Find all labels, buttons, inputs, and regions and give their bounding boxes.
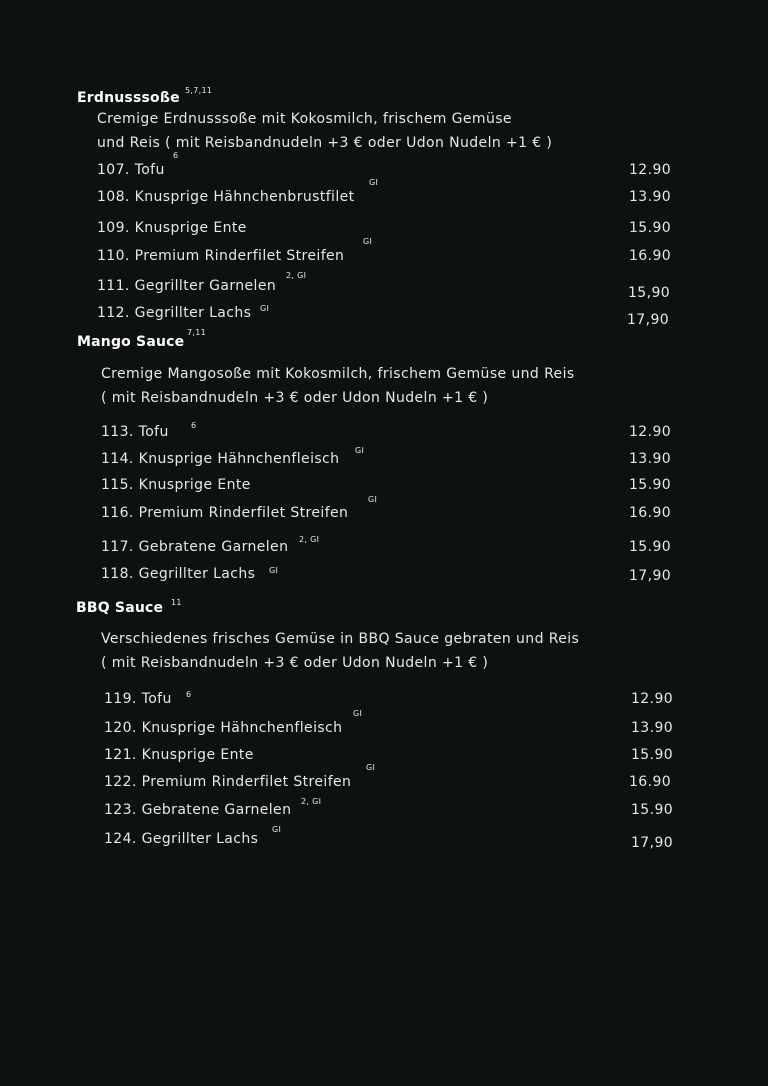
menu-item-price: 13.90 <box>629 189 672 205</box>
menu-item-price: 12.90 <box>631 691 674 707</box>
section-description: Cremige Erdnusssoße mit Kokosmilch, frischem Gemüse <box>97 111 512 127</box>
menu-item-name: 117. Gebratene Garnelen <box>101 539 289 555</box>
menu-item-name: 121. Knusprige Ente <box>104 747 254 763</box>
menu-item-price: 16.90 <box>629 505 672 521</box>
menu-item-price: 12.90 <box>629 162 672 178</box>
menu-item-price: 17,90 <box>629 568 672 584</box>
menu-item-name: 113. Tofu <box>101 424 169 440</box>
menu-item-allergens: 2, GI <box>299 535 320 544</box>
menu-item-price: 12.90 <box>629 424 672 440</box>
menu-item-price: 16.90 <box>629 248 672 264</box>
menu-item-allergens: 6 <box>173 151 179 160</box>
menu-item-name: 120. Knusprige Hähnchenfleisch <box>104 720 343 736</box>
menu-item-name: 124. Gegrillter Lachs <box>104 831 259 847</box>
menu-item-allergens: GI <box>363 237 373 246</box>
menu-item-allergens: GI <box>353 709 363 718</box>
menu-item-price: 16.90 <box>629 774 672 790</box>
menu-item-allergens: GI <box>366 763 376 772</box>
section-description: und Reis ( mit Reisbandnudeln +3 € oder Udon Nudeln +1 € ) <box>97 135 553 151</box>
section-description: Verschiedenes frisches Gemüse in BBQ Sauce gebraten und Reis <box>101 631 580 647</box>
menu-item-name: 114. Knusprige Hähnchenfleisch <box>101 451 340 467</box>
section-description: Cremige Mangosoße mit Kokosmilch, frischem Gemüse und Reis <box>101 366 575 382</box>
menu-item-price: 15.90 <box>629 220 672 236</box>
section-title-erdnusssosse: Erdnusssoße <box>77 90 180 106</box>
menu-item-price: 15,90 <box>628 285 671 301</box>
section-title-mango-sauce: Mango Sauce <box>77 334 185 350</box>
menu-item-name: 108. Knusprige Hähnchenbrustfilet <box>97 189 355 205</box>
menu-item-price: 13.90 <box>631 720 674 736</box>
section-title-allergens: 5,7,11 <box>185 86 213 95</box>
menu-item-name: 118. Gegrillter Lachs <box>101 566 256 582</box>
menu-item-allergens: GI <box>355 446 365 455</box>
section-title-allergens: 11 <box>171 598 182 607</box>
menu-item-name: 107. Tofu <box>97 162 165 178</box>
menu-item-allergens: 6 <box>191 421 197 430</box>
menu-item-price: 13.90 <box>629 451 672 467</box>
menu-item-allergens: 2, GI <box>301 797 322 806</box>
menu-item-price: 17,90 <box>631 835 674 851</box>
menu-item-price: 15.90 <box>629 539 672 555</box>
menu-item-name: 109. Knusprige Ente <box>97 220 247 236</box>
menu-item-name: 111. Gegrillter Garnelen <box>97 278 277 294</box>
section-title-bbq-sauce: BBQ Sauce <box>76 600 164 616</box>
menu-item-allergens: GI <box>260 304 270 313</box>
menu-item-allergens: 2, GI <box>286 271 307 280</box>
menu-item-allergens: 6 <box>186 690 192 699</box>
menu-item-price: 15.90 <box>629 477 672 493</box>
section-title-allergens: 7,11 <box>187 328 207 337</box>
menu-item-name: 122. Premium Rinderfilet Streifen <box>104 774 352 790</box>
menu-item-price: 15.90 <box>631 802 674 818</box>
section-description: ( mit Reisbandnudeln +3 € oder Udon Nudeln +1 € ) <box>101 390 489 406</box>
menu-item-name: 116. Premium Rinderfilet Streifen <box>101 505 349 521</box>
menu-item-price: 15.90 <box>631 747 674 763</box>
menu-item-name: 115. Knusprige Ente <box>101 477 251 493</box>
menu-item-name: 112. Gegrillter Lachs <box>97 305 252 321</box>
menu-item-price: 17,90 <box>627 312 670 328</box>
menu-item-allergens: GI <box>269 566 279 575</box>
menu-item-allergens: GI <box>369 178 379 187</box>
menu-item-name: 110. Premium Rinderfilet Streifen <box>97 248 345 264</box>
menu-item-allergens: GI <box>272 825 282 834</box>
menu-item-name: 119. Tofu <box>104 691 172 707</box>
menu-item-allergens: GI <box>368 495 378 504</box>
section-description: ( mit Reisbandnudeln +3 € oder Udon Nudeln +1 € ) <box>101 655 489 671</box>
menu-item-name: 123. Gebratene Garnelen <box>104 802 292 818</box>
